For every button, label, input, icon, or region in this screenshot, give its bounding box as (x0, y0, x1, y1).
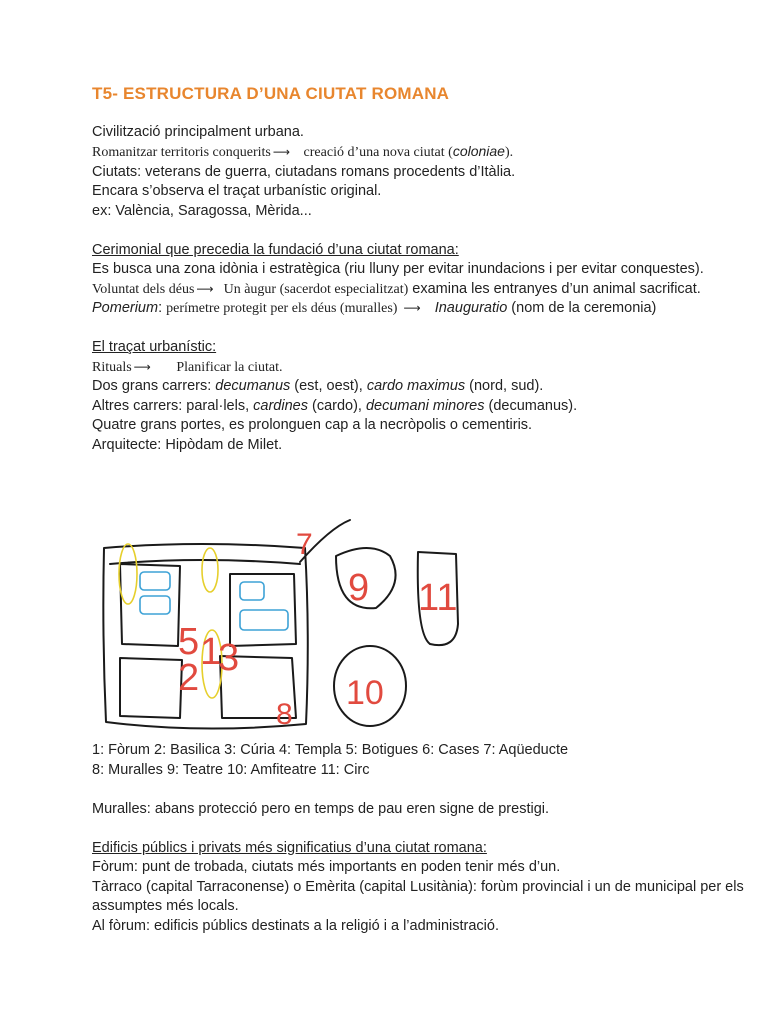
legend-line-2: 8: Muralles 9: Teatre 10: Amfiteatre 11: Circ (92, 761, 370, 778)
legend-section (92, 741, 752, 936)
arrow-icon: ⟶ (196, 281, 214, 296)
trazat-line-2: Dos grans carrers: decumanus (est, oest), cardo maximus (nord, sud). (92, 378, 544, 394)
sketch-number-3: 3 (218, 637, 240, 679)
trazat-line-1: Rituals ⟶ Planificar la ciutat. (92, 359, 283, 375)
buildings-line-3: Al fòrum: edificis públics destinats a la religió i a l’administració. (92, 917, 499, 934)
intro-line-5: ex: València, Saragossa, Mèrida... (92, 202, 312, 219)
document-title: T5- ESTRUCTURA D’UNA CIUTAT ROMANA (92, 84, 450, 103)
intro-line-2: Romanitzar territoris conquerits ⟶ creació d’una nova ciutat (coloniae). (92, 143, 514, 160)
arrow-icon: ⟶ (133, 359, 151, 374)
sketch-number-10: 10 (346, 674, 384, 712)
ceremonial-paragraph-1: Es busca una zona idònia i estratègica (riu lluny per evitar inundacions i per evitar conquestes). (92, 261, 704, 277)
intro-line-3: Ciutats: veterans de guerra, ciutadans romans procedents d’Itàlia. (92, 163, 516, 180)
arrow-icon: ⟶ (403, 301, 421, 315)
sketch-number-5: 5 (178, 621, 200, 663)
sketch-number-7: 7 (296, 528, 313, 561)
trazat-line-4: Quatre grans portes, es prolonguen cap a la necròpolis o cementiris. (92, 417, 533, 433)
trazat-line-5: Arquitecte: Hipòdam de Milet. (92, 436, 283, 453)
sketch-number-11: 11 (418, 577, 458, 619)
arrow-icon: ⟶ (272, 145, 291, 159)
sketch-number-1: 1 (200, 631, 222, 673)
ceremonial-paragraph-2: Voluntat dels déus ⟶ Un àugur (sacerdot especialitzat) examina les entranyes d’un animal sacrificat. (92, 280, 701, 297)
sketch-number-8: 8 (276, 698, 293, 731)
city-plan-sketch (100, 514, 460, 736)
ceremonial-paragraph-3: Pomerium: perímetre protegit per els déus (muralles) ⟶ Inauguratio (nom de la ceremonia) (92, 300, 657, 316)
trazat-heading: El traçat urbanístic: (92, 339, 217, 355)
trazat-line-3: Altres carrers: paral·lels, cardines (cardo), decumani minores (decumanus). (92, 397, 578, 414)
intro-line-4: Encara s’observa el traçat urbanístic original. (92, 183, 382, 199)
ceremonial-heading: Cerimonial que precedia la fundació d’una ciutat romana: (92, 241, 459, 258)
buildings-line-2: Tàrraco (capital Tarraconense) o Emèrita (capital Lusitània): forùm provincial i un de municipal per els assumptes més locals. (92, 878, 744, 914)
legend-line-3: Muralles: abans protecció pero en temps de pau eren signe de prestigi. (92, 800, 550, 817)
buildings-line-1: Fòrum: punt de trobada, ciutats més importants en poden tenir més d’un. (92, 859, 561, 875)
buildings-heading: Edificis públics i privats més significatius d’una ciutat romana: (92, 839, 487, 856)
document-page (92, 84, 752, 455)
sketch-number-2: 2 (178, 657, 200, 699)
sketch-number-9: 9 (348, 567, 370, 609)
legend-line-1: 1: Fòrum 2: Basilica 3: Cúria 4: Templa 5: Botigues 6: Cases 7: Aqüeducte (92, 742, 569, 758)
intro-line-1: Civilització principalment urbana. (92, 123, 304, 140)
